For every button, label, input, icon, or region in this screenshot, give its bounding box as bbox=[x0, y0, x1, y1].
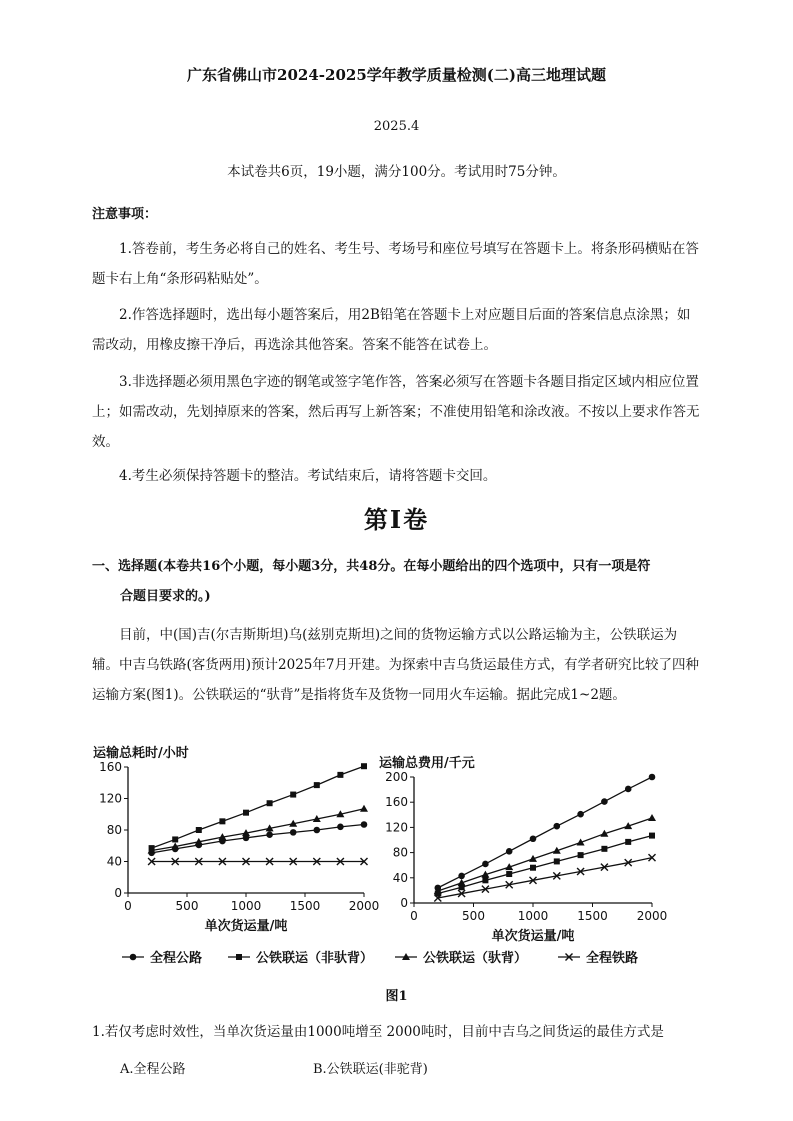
cost-y-tick-label: 120 bbox=[385, 820, 408, 835]
cost-series-1-point bbox=[482, 877, 488, 883]
question-1-option-b: B.公铁联运(非驼背) bbox=[313, 1062, 428, 1077]
section-heading bbox=[92, 552, 704, 612]
cost-series-2-point bbox=[648, 814, 656, 821]
cost-series-1-point bbox=[601, 846, 607, 852]
time-x-tick-label: 0 bbox=[124, 899, 132, 913]
cost-series-0-point bbox=[482, 861, 489, 868]
legend-label-1: 公铁联运（非驮背） bbox=[256, 951, 374, 966]
time-y-tick-label: 160 bbox=[99, 760, 122, 774]
cost-series-line-3 bbox=[438, 858, 652, 898]
time-x-tick-label: 1000 bbox=[230, 899, 262, 913]
time-series-1-point bbox=[290, 792, 296, 798]
volume-heading: 第Ⅰ卷 bbox=[363, 505, 430, 534]
question-1-stem: 1.若仅考虑时效性，当单次货运量由1000吨增至 2000吨时，目前中吉乌之间货运的最佳方式是 bbox=[92, 1024, 664, 1040]
section-heading-line2: 合题目要求的。) bbox=[120, 589, 211, 604]
time-x-axis-label: 单次货运量/吨 bbox=[204, 919, 288, 934]
cost-y-tick-label: 80 bbox=[392, 845, 408, 860]
cost-series-0-point bbox=[577, 811, 584, 818]
time-y-tick-label: 40 bbox=[106, 854, 122, 869]
notice-item-4: 4.考生必须保持答题卡的整洁。考试结束后，请将答题卡交回。 bbox=[119, 468, 497, 484]
notice-heading: 注意事项： bbox=[92, 207, 158, 222]
passage: 目前，中(国)吉(尔吉斯斯坦)乌(兹别克斯坦)之间的货物运输方式以公路运输为主，公铁联运为辅。中吉乌铁路(客货两用)预计2025年7月开建。为探索中吉乌货运最佳方式，有学者研究比较了四种运输方案(图1)。公铁联运的“驮背”是指将货车及货物一同用火车运输。据此完成1~2题。 bbox=[92, 627, 699, 703]
cost-series-line-0 bbox=[438, 777, 652, 888]
legend-label-0: 全程公路 bbox=[150, 951, 203, 966]
time-y-tick-label: 120 bbox=[99, 791, 122, 806]
question-1-option-a: A.全程公路 bbox=[120, 1062, 186, 1077]
figure-legend bbox=[122, 950, 638, 966]
time-series-2-point bbox=[360, 805, 368, 812]
legend-label-3: 全程铁路 bbox=[586, 951, 639, 966]
time-series-0-point bbox=[314, 827, 321, 834]
figure-caption: 图1 bbox=[385, 989, 408, 1004]
cost-y-tick-label: 0 bbox=[400, 896, 408, 910]
time-x-tick-label: 1500 bbox=[289, 899, 321, 913]
figure-1 bbox=[90, 735, 710, 980]
cost-series-0-point bbox=[601, 798, 608, 805]
section-heading-line1: 一、选择题(本卷共16个小题，每小题3分，共48分。在每小题给出的四个选项中，只有一项是符 bbox=[92, 559, 651, 574]
time-series-line-0 bbox=[152, 824, 364, 852]
legend-marker-1 bbox=[236, 954, 242, 960]
time-series-0-point bbox=[337, 824, 344, 831]
time-series-1-point bbox=[267, 800, 273, 806]
cost-y-tick-label: 200 bbox=[385, 770, 408, 784]
notice-item-3: 3.非选择题必须用黑色字迹的钢笔或签字笔作答，答案必须写在答题卡各题目指定区域内相应位置上；如需改动，先划掉原来的答案，然后再写上新答案；不准使用铅笔和涂改液。不按以上要求作答无效。 bbox=[92, 374, 700, 450]
time-series-0-point bbox=[266, 831, 273, 838]
time-series-line-2 bbox=[152, 809, 364, 851]
time-y-axis-label: 运输总耗时/小时 bbox=[93, 746, 189, 761]
time-y-tick-label: 0 bbox=[114, 886, 122, 900]
cost-series-1-point bbox=[506, 871, 512, 877]
chart-time bbox=[93, 745, 379, 934]
cost-y-tick-label: 40 bbox=[392, 870, 408, 885]
cost-x-tick-label: 500 bbox=[462, 909, 485, 923]
cost-x-axis-label: 单次货运量/吨 bbox=[491, 929, 575, 944]
exam-intro: 本试卷共6页，19小题，满分100分。考试用时75分钟。 bbox=[227, 164, 566, 180]
cost-x-tick-label: 1000 bbox=[517, 909, 549, 923]
time-series-1-point bbox=[219, 818, 225, 824]
time-series-0-point bbox=[290, 829, 297, 836]
notice-item-2: 2.作答选择题时，选出每小题答案后，用2B铅笔在答题卡上对应题目后面的答案信息点涂黑；如需改动，用橡皮擦干净后，再选涂其他答案。答案不能答在试卷上。 bbox=[92, 307, 691, 353]
time-series-1-point bbox=[196, 827, 202, 833]
cost-series-0-point bbox=[625, 786, 632, 793]
cost-series-0-point bbox=[506, 848, 513, 855]
time-x-tick-label: 500 bbox=[175, 899, 199, 913]
time-series-0-point bbox=[361, 821, 368, 828]
time-x-tick-label: 2000 bbox=[348, 899, 380, 913]
time-series-1-point bbox=[337, 772, 343, 778]
legend-label-2: 公铁联运（驮背） bbox=[423, 951, 528, 966]
cost-x-tick-label: 2000 bbox=[636, 909, 668, 923]
cost-series-0-point bbox=[554, 823, 561, 830]
paper-title: 广东省佛山市2024-2025学年教学质量检测(二)高三地理试题 bbox=[187, 66, 606, 84]
cost-series-1-point bbox=[578, 852, 584, 858]
cost-series-0-point bbox=[458, 873, 465, 880]
legend-marker-0 bbox=[130, 954, 137, 961]
cost-series-0-point bbox=[649, 774, 656, 781]
cost-x-tick-label: 0 bbox=[410, 909, 418, 923]
cost-series-1-point bbox=[625, 839, 631, 845]
cost-series-0-point bbox=[530, 835, 537, 842]
time-series-1-point bbox=[314, 782, 320, 788]
cost-y-tick-label: 160 bbox=[385, 795, 408, 810]
cost-series-1-point bbox=[554, 858, 560, 864]
notice-item-1: 1.答卷前，考生务必将自己的姓名、考生号、考场号和座位号填写在答题卡上。将条形码横贴在答题卡右上角“条形码粘贴处”。 bbox=[92, 241, 699, 287]
cost-series-1-point bbox=[530, 865, 536, 871]
time-series-1-point bbox=[172, 836, 178, 842]
exam-date: 2025.4 bbox=[373, 119, 420, 134]
cost-x-tick-label: 1500 bbox=[577, 909, 608, 923]
cost-series-line-2 bbox=[438, 818, 652, 891]
time-series-1-point bbox=[361, 763, 367, 769]
chart-cost bbox=[379, 755, 667, 944]
time-series-1-point bbox=[243, 810, 249, 816]
time-y-tick-label: 80 bbox=[106, 823, 122, 837]
cost-series-1-point bbox=[649, 833, 655, 839]
cost-y-axis-label: 运输总费用/千元 bbox=[379, 756, 475, 771]
